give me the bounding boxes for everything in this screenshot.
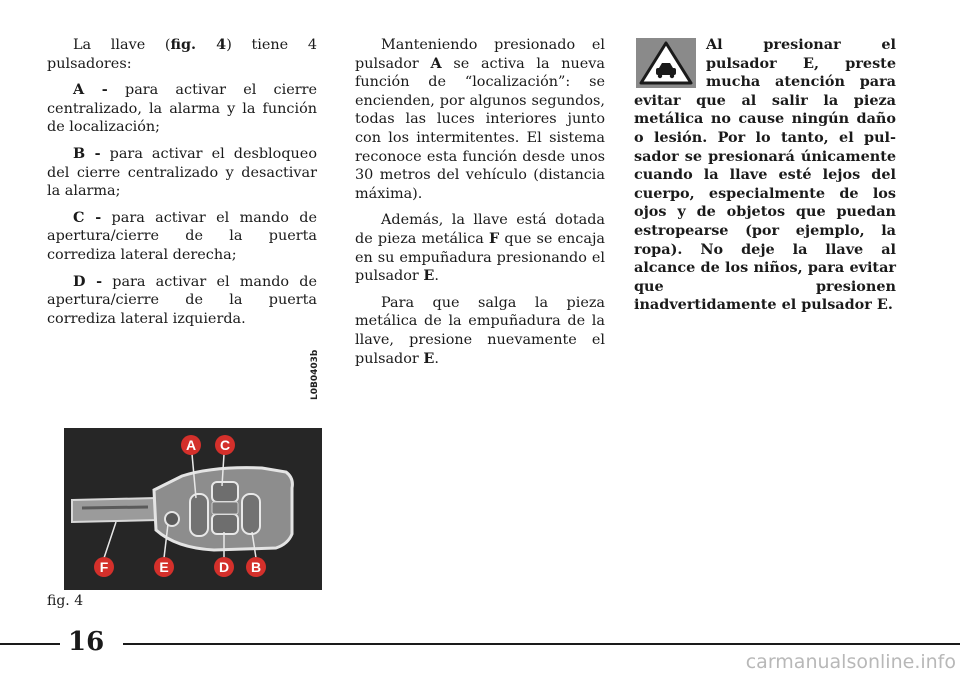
label-a: A: [185, 437, 197, 453]
label-e: E: [159, 559, 169, 575]
locate-text-end: se activa la nueva función de “localización”: se encienden, por algunos segundos, todas las luces interiores junto con los intermitentes. El sistema reconoce esta función desde unos 30 metros del vehículo (distancia máxima).: [355, 55, 605, 202]
intro-paragraph: [47, 36, 317, 73]
figure-code: L0B0403b: [310, 349, 320, 400]
button-e: [165, 512, 179, 526]
metal-text-start: Además, la llave está dotada de pieza metálica: [355, 212, 605, 247]
footer-rule-left: [0, 643, 60, 645]
label-d: D: [218, 559, 230, 575]
release-text-end: .: [434, 350, 439, 367]
metal-part-paragraph: [355, 211, 605, 285]
item-d-label: D -: [73, 272, 103, 290]
intro-text: La llave (: [73, 37, 171, 53]
metal-text-end: .: [434, 268, 439, 285]
label-c: C: [219, 437, 231, 453]
release-text-start: Para que salga la pieza metálica de la empuñadura de la llave, presione nuevamente el pulsador: [355, 294, 605, 367]
warning-box: [634, 36, 896, 315]
button-center: [212, 502, 238, 514]
warning-triangle-car-icon: [636, 38, 696, 88]
item-c-text: para activar el mando de apertura/cierre de la puerta corrediza lateral derecha;: [47, 209, 318, 263]
item-c-label: C -: [73, 208, 102, 226]
button-ref-e-2: E: [423, 349, 435, 367]
label-f: F: [99, 559, 109, 575]
locate-text-start: Manteniendo presionado el pulsador: [355, 37, 605, 72]
button-b: [242, 494, 260, 534]
button-ref-e: E: [423, 267, 435, 285]
item-a-text: para activar el cierre centralizado, la alarma y la función de localización;: [47, 82, 318, 136]
watermark: carmanualsonline.info: [745, 651, 956, 673]
item-b-text: para activar el desbloqueo del cierre centralizado y desactivar la alarma;: [47, 145, 317, 200]
label-b: B: [250, 559, 262, 575]
item-c: [47, 209, 317, 265]
button-c: [212, 482, 238, 502]
button-a: [190, 494, 208, 536]
column-locate-function: [355, 36, 605, 376]
key-drawing: [64, 428, 322, 590]
figure-reference: fig. 4: [170, 36, 227, 53]
item-d: [47, 273, 317, 329]
locate-paragraph: [355, 36, 605, 203]
figure-caption: fig. 4: [47, 593, 84, 609]
item-a: [47, 81, 317, 137]
item-b: [47, 145, 317, 201]
button-d: [212, 514, 238, 534]
footer-rule-right: [123, 643, 960, 645]
blade-groove: [82, 507, 148, 508]
intro-text-end: ) tiene 4 pulsadores:: [47, 37, 317, 72]
warning-text: Al presionar el pulsador E, preste mucha atención para evitar que al salir la pieza metálica no cause ningún daño o lesión. Por lo tanto, el pulsador se presionará únicamente cuando la llave esté lejos del cuerpo, especialmente de los ojos y de objetos que puedan estropearse (por ejemplo, la ropa). No deje la llave al alcance de los niños, para evitar que presionen inadvertidamente el pulsador E.: [634, 36, 896, 314]
release-paragraph: [355, 294, 605, 368]
part-ref-f: F: [489, 229, 500, 247]
key-illustration: [64, 428, 322, 590]
item-a-label: A -: [73, 81, 108, 99]
item-b-label: B -: [73, 144, 101, 162]
metal-blade: [72, 498, 162, 522]
column-key-buttons: [47, 36, 317, 336]
button-ref-a: A: [430, 54, 442, 72]
page-number: 16: [68, 627, 105, 657]
metal-text-mid: que se encaja en su empuñadura presionando el pulsador: [355, 230, 605, 285]
item-d-text: para activar el mando de apertura/cierre de la puerta corrediza lateral izquierda.: [47, 273, 317, 327]
